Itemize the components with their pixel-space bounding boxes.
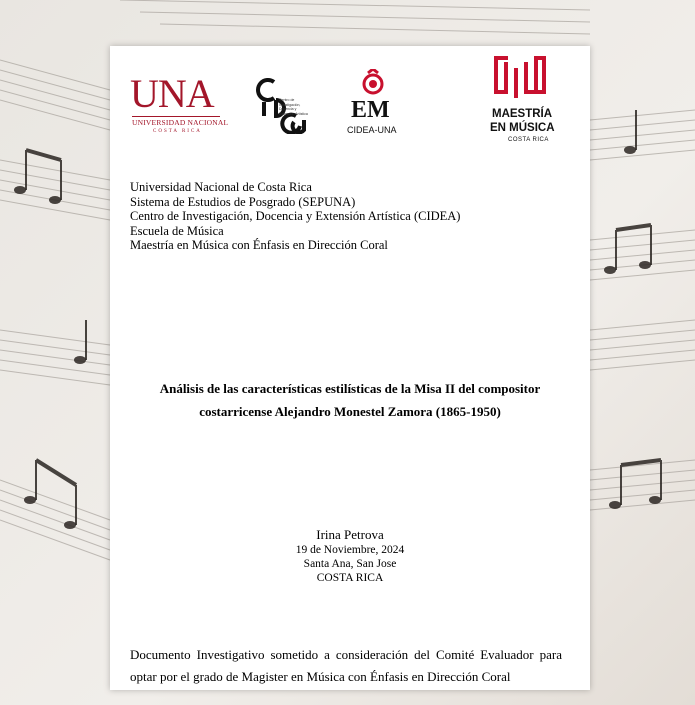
maestria-logo-line1: MAESTRÍA [492,108,553,120]
institution-line: Maestría en Música con Énfasis en Dirección Coral [130,238,388,252]
una-logo-rule [132,116,220,117]
author-country: COSTA RICA [316,572,384,584]
title-line-1: Análisis de las características estilísticas de la Misa II del compositor [159,381,541,396]
una-logo-country: COSTA RICA [153,129,202,134]
maestria-logo-line3: COSTA RICA [508,137,549,143]
institution-block [130,180,460,253]
author-block [110,527,590,585]
author-location: Santa Ana, San Jose [303,558,397,570]
em-logo-mark [360,69,386,99]
document-title [130,377,570,423]
document-page [110,46,590,690]
maestria-logo-line2: EN MÚSICA [490,122,555,134]
author-name: Irina Petrova [316,527,384,542]
cidea-logo-text: Centro de Investigación, Docencia y Extensión Artística [279,98,308,116]
institution-line: Universidad Nacional de Costa Rica [130,180,312,194]
document-note: Documento Investigativo sometido a consideración del Comité Evaluador para optar por el grado de Magister en Música con Énfasis en Dirección Coral [130,647,562,684]
una-logo-subtitle: UNIVERSIDAD NACIONAL [132,118,229,127]
institution-line: Centro de Investigación, Docencia y Extensión Artística (CIDEA) [130,209,461,223]
em-logo-word: EM [351,97,390,123]
maestria-logo-mark [492,54,550,104]
em-logo-subtitle: CIDEA-UNA [347,125,397,135]
title-line-2: costarricense Alejandro Monestel Zamora (1865-1950) [199,404,501,419]
cidea-logo [254,76,308,134]
author-date: 19 de Noviembre, 2024 [295,544,405,556]
institution-line: Escuela de Música [130,223,224,238]
una-logo-word: UNA [130,71,214,116]
institution-line: Sistema de Estudios de Posgrado (SEPUNA) [130,194,356,209]
